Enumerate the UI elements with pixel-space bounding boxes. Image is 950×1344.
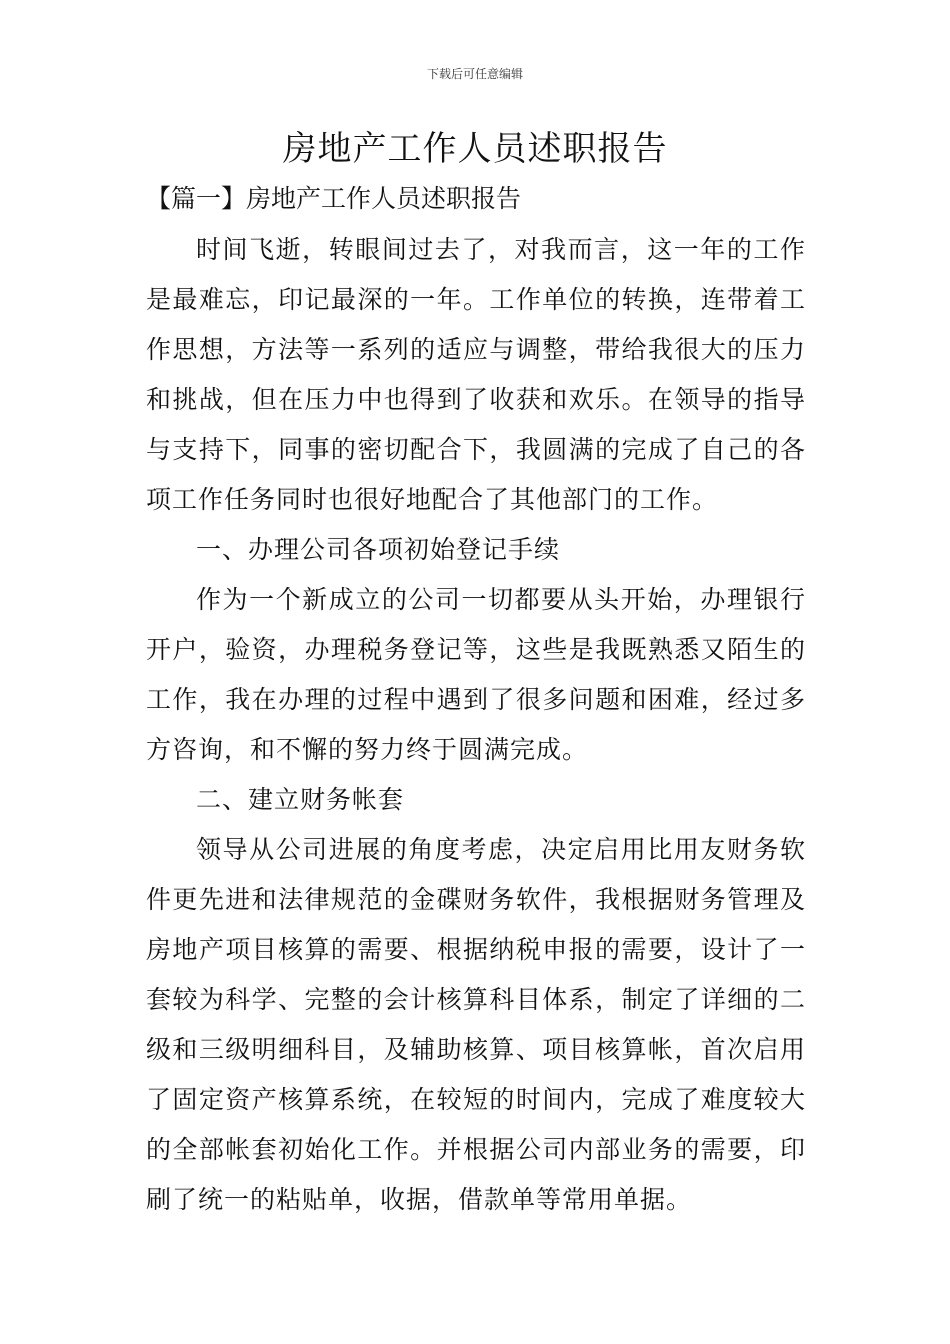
paragraph-registration: 作为一个新成立的公司一切都要从头开始，办理银行开户，验资，办理税务登记等，这些是我既熟悉又陌生的工作，我在办理的过程中遇到了很多问题和困难，经过多方咨询，和不懈的努力终于圆满完成。 bbox=[146, 585, 806, 764]
document-title: 房地产工作人员述职报告 bbox=[282, 129, 668, 169]
document-body bbox=[146, 225, 806, 1225]
paragraph-accounting: 领导从公司进展的角度考虑，决定启用比用友财务软件更先进和法律规范的金碟财务软件，我根据财务管理及房地产项目核算的需要、根据纳税申报的需要，设计了一套较为科学、完整的会计核算科目体系，制定了详细的二级和三级明细科目，及辅助核算、项目核算帐，首次启用了固定资产核算系统，在较短的时间内，完成了难度较大的全部帐套初始化工作。并根据公司内部业务的需要，印刷了统一的粘贴单，收据，借款单等常用单据。 bbox=[146, 835, 806, 1214]
section-label: 【篇一】房地产工作人员述职报告 bbox=[146, 184, 522, 213]
paragraph-intro: 时间飞逝，转眼间过去了，对我而言，这一年的工作是最难忘，印记最深的一年。工作单位的转换，连带着工作思想，方法等一系列的适应与调整，带给我很大的压力和挑战，但在压力中也得到了收获和欢乐。在领导的指导与支持下，同事的密切配合下，我圆满的完成了自己的各项工作任务同时也很好地配合了其他部门的工作。 bbox=[146, 235, 806, 514]
heading-accounting: 二、建立财务帐套 bbox=[196, 785, 405, 814]
page-header-note: 下载后可任意编辑 bbox=[426, 67, 523, 81]
heading-registration: 一、办理公司各项初始登记手续 bbox=[196, 535, 561, 564]
